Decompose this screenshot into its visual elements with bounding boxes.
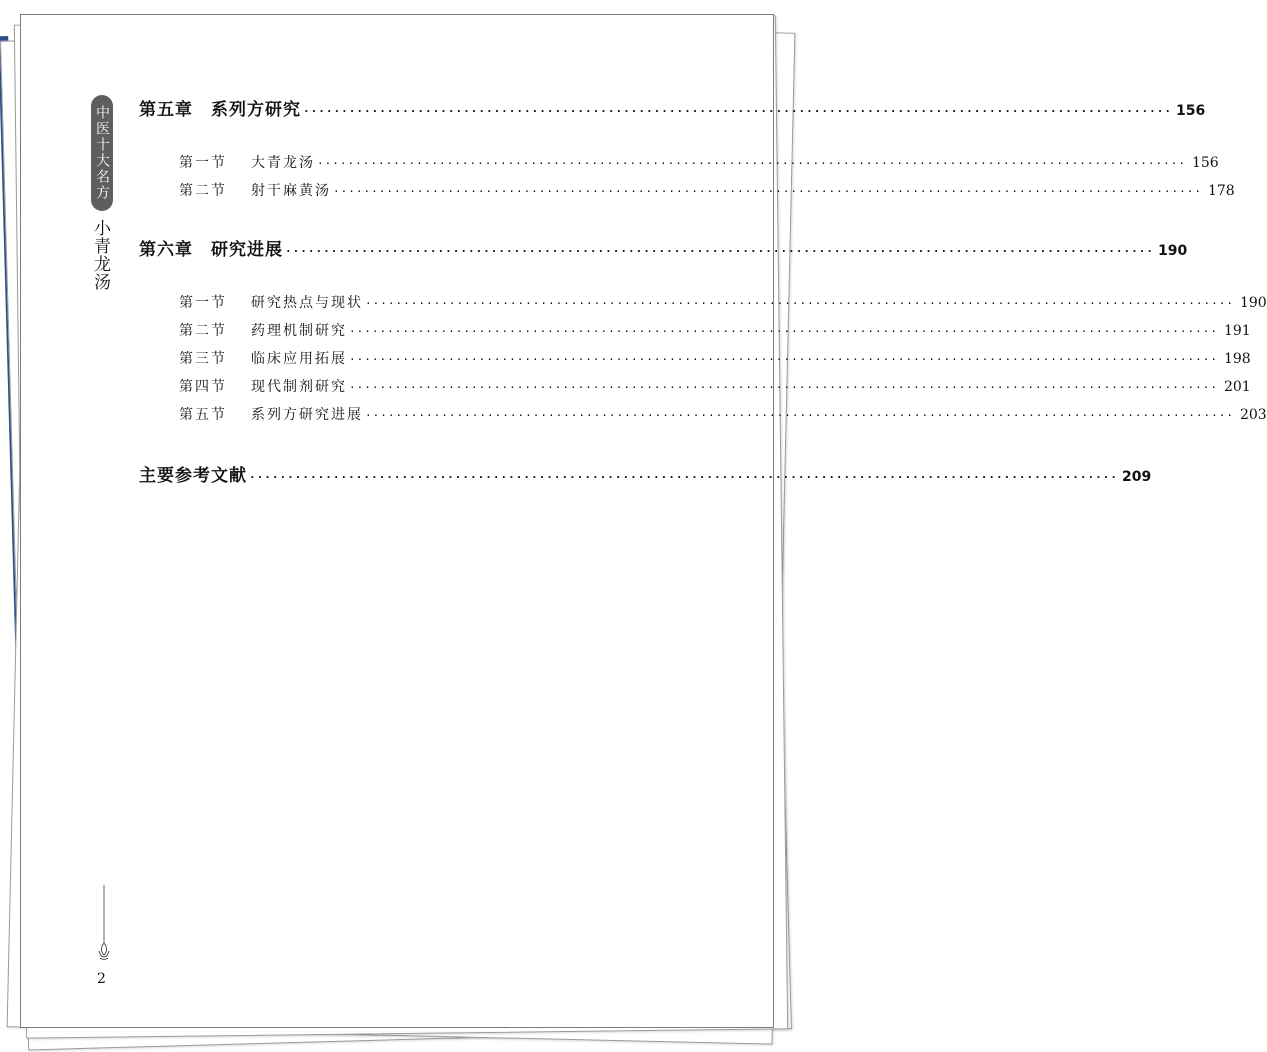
section-title: 研究热点与现状 <box>251 295 363 311</box>
section-title: 药理机制研究 <box>251 323 347 339</box>
section-number: 第二节 <box>179 323 227 339</box>
section-number: 第一节 <box>179 155 227 171</box>
leader-dots: ·················································································································· <box>365 297 1234 310</box>
toc-section[interactable] <box>179 292 1267 312</box>
leader-dots: ·················································································································· <box>303 105 1172 118</box>
toc-section[interactable] <box>179 348 1251 368</box>
section-number: 第二节 <box>179 183 227 199</box>
leader-dots: ·················································································································· <box>349 353 1218 366</box>
page-ref: 178 <box>1207 183 1235 199</box>
leader-dots: ·················································································································· <box>349 381 1218 394</box>
page-ref: 209 <box>1121 469 1152 485</box>
page-number: 2 <box>97 971 106 987</box>
toc-section[interactable] <box>179 404 1267 424</box>
book-page <box>20 14 1267 1028</box>
page-ref: 156 <box>1191 155 1219 171</box>
leader-dots: ·················································································································· <box>317 157 1186 170</box>
toc-section[interactable] <box>179 376 1251 396</box>
toc-section[interactable] <box>179 152 1219 172</box>
leader-dots: ·················································································································· <box>349 325 1218 338</box>
leader-dots: ·················································································································· <box>365 409 1234 422</box>
page-ref: 201 <box>1223 379 1251 395</box>
chapter-title: 第五章 系列方研究 <box>139 100 301 120</box>
section-number: 第一节 <box>179 295 227 311</box>
references-title: 主要参考文献 <box>139 466 247 486</box>
section-title: 大青龙汤 <box>251 155 315 171</box>
section-title: 射干麻黄汤 <box>251 183 331 199</box>
page-ref: 198 <box>1223 351 1251 367</box>
page-ref: 190 <box>1239 295 1267 311</box>
section-title: 系列方研究进展 <box>251 407 363 423</box>
page-ref: 203 <box>1239 407 1267 423</box>
toc-section[interactable] <box>179 180 1235 200</box>
section-title: 临床应用拓展 <box>251 351 347 367</box>
series-name: 中医十大名方 <box>94 105 110 201</box>
chapter-title: 第六章 研究进展 <box>139 240 283 260</box>
toc-references[interactable] <box>139 461 1152 486</box>
section-number: 第五节 <box>179 407 227 423</box>
table-of-contents <box>21 15 1267 1027</box>
toc-chapter-5[interactable] <box>139 95 1206 120</box>
page-ref: 156 <box>1175 103 1206 119</box>
lotus-ornament-icon <box>98 885 110 965</box>
toc-chapter-6[interactable] <box>139 235 1188 260</box>
section-number: 第三节 <box>179 351 227 367</box>
book-title: 小青龙汤 <box>90 219 110 291</box>
leader-dots: ·················································································································· <box>333 185 1202 198</box>
toc-section[interactable] <box>179 320 1251 340</box>
page-ref: 190 <box>1157 243 1188 259</box>
leader-dots: ·················································································································· <box>249 471 1118 484</box>
section-title: 现代制剂研究 <box>251 379 347 395</box>
section-number: 第四节 <box>179 379 227 395</box>
leader-dots: ·················································································································· <box>285 245 1154 258</box>
page-ref: 191 <box>1223 323 1251 339</box>
